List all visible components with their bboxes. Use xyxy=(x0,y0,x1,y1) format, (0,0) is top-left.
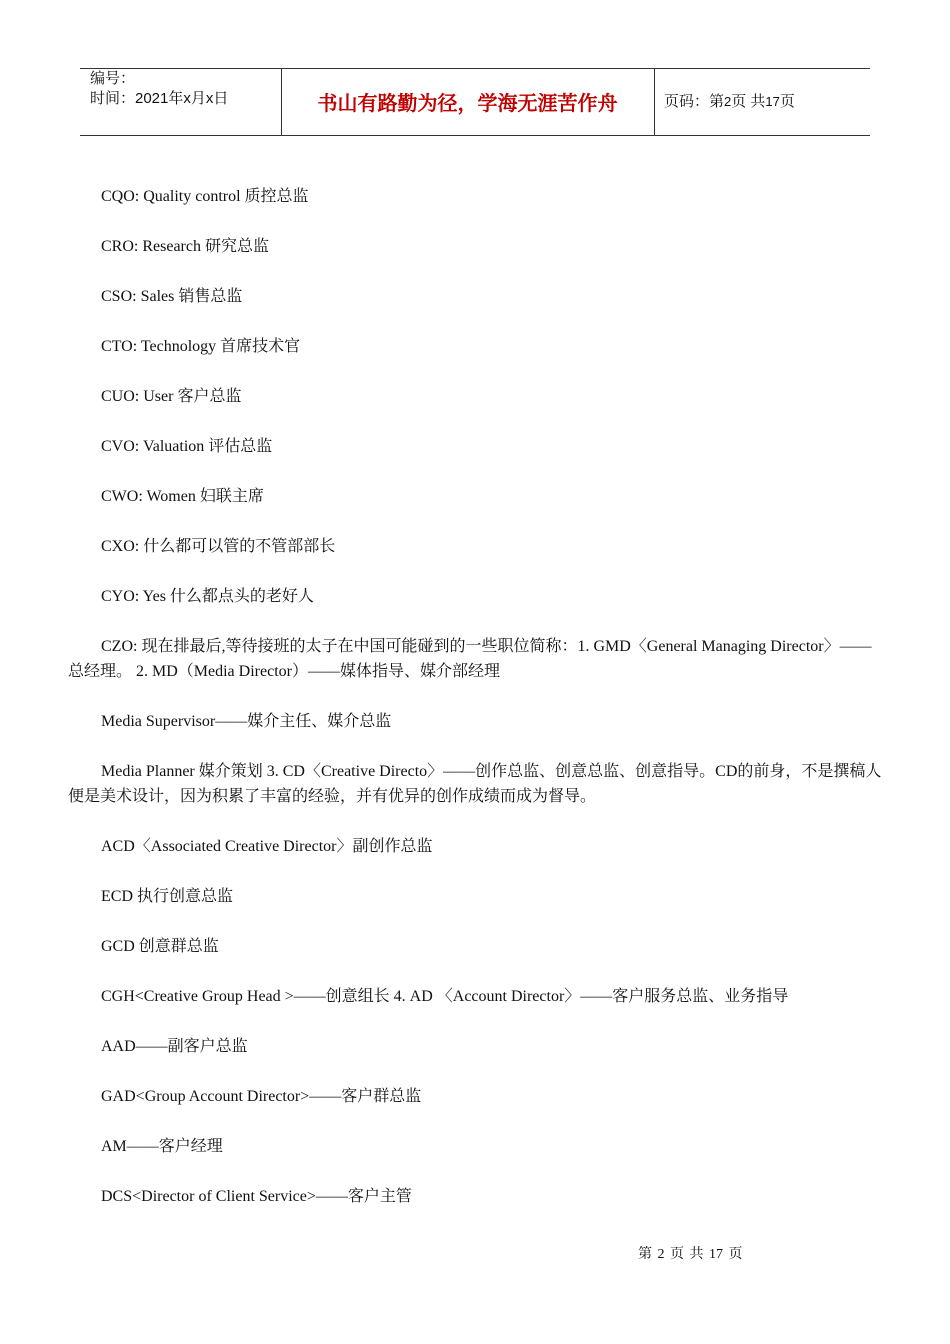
page-current: 2 xyxy=(724,94,732,109)
paragraph: CVO: Valuation 评估总监 xyxy=(101,438,273,455)
page-suffix: 页 xyxy=(779,93,795,110)
document-body xyxy=(68,184,883,1234)
paragraph: CTO: Technology 首席技术官 xyxy=(101,338,301,355)
paragraph: Media Planner 媒介策划 3. CD〈Creative Directo〉——创作总监、创意总监、创意指导。CD的前身，不是撰稿人便是美术设计，因为积累了丰富的经验，并有优异的创作成绩而成为督导。 xyxy=(68,763,882,805)
header-pager-cell xyxy=(654,69,870,135)
page-mid: 页 共 xyxy=(731,93,766,110)
header-motto-cell xyxy=(281,69,655,135)
serial-number-label: 编号： xyxy=(90,70,136,87)
paragraph: CXO: 什么都可以管的不管部部长 xyxy=(101,538,336,555)
paragraph: Media Supervisor——媒介主任、媒介总监 xyxy=(101,713,392,730)
paragraph: ECD 执行创意总监 xyxy=(101,888,234,905)
paragraph: CUO: User 客户总监 xyxy=(101,388,242,405)
page-total: 17 xyxy=(765,94,780,109)
date-label: 时间：2021年x月x日 xyxy=(90,90,229,107)
paragraph: CWO: Women 妇联主席 xyxy=(101,488,264,505)
paragraph: CRO: Research 研究总监 xyxy=(101,238,269,255)
paragraph: CQO: Quality control 质控总监 xyxy=(101,188,309,205)
page-prefix: 页码：第 xyxy=(664,93,725,110)
paragraph: DCS<Director of Client Service>——客户主管 xyxy=(101,1188,412,1205)
paragraph: AM——客户经理 xyxy=(101,1138,223,1155)
page-footer: 第 2 页 共 17 页 xyxy=(638,1247,743,1262)
paragraph: CGH<Creative Group Head >——创意组长 4. AD 〈Account Director〉——客户服务总监、业务指导 xyxy=(101,988,789,1005)
header-info-cell xyxy=(80,69,282,135)
paragraph: CZO: 现在排最后,等待接班的太子在中国可能碰到的一些职位简称：1. GMD〈General Managing Director〉——总经理。 2. MD（Media Director）——媒体指导、媒介部经理 xyxy=(68,638,872,680)
paragraph: CSO: Sales 销售总监 xyxy=(101,288,243,305)
paragraph: AAD——副客户总监 xyxy=(101,1038,248,1055)
header-motto: 书山有路勤为径，学海无涯苦作舟 xyxy=(317,91,618,115)
paragraph: GAD<Group Account Director>——客户群总监 xyxy=(101,1088,422,1105)
paragraph: CYO: Yes 什么都点头的老好人 xyxy=(101,588,314,605)
paragraph: GCD 创意群总监 xyxy=(101,938,219,955)
paragraph: ACD〈Associated Creative Director〉副创作总监 xyxy=(101,838,433,855)
header-page-indicator xyxy=(664,93,795,111)
page-header xyxy=(80,68,870,136)
